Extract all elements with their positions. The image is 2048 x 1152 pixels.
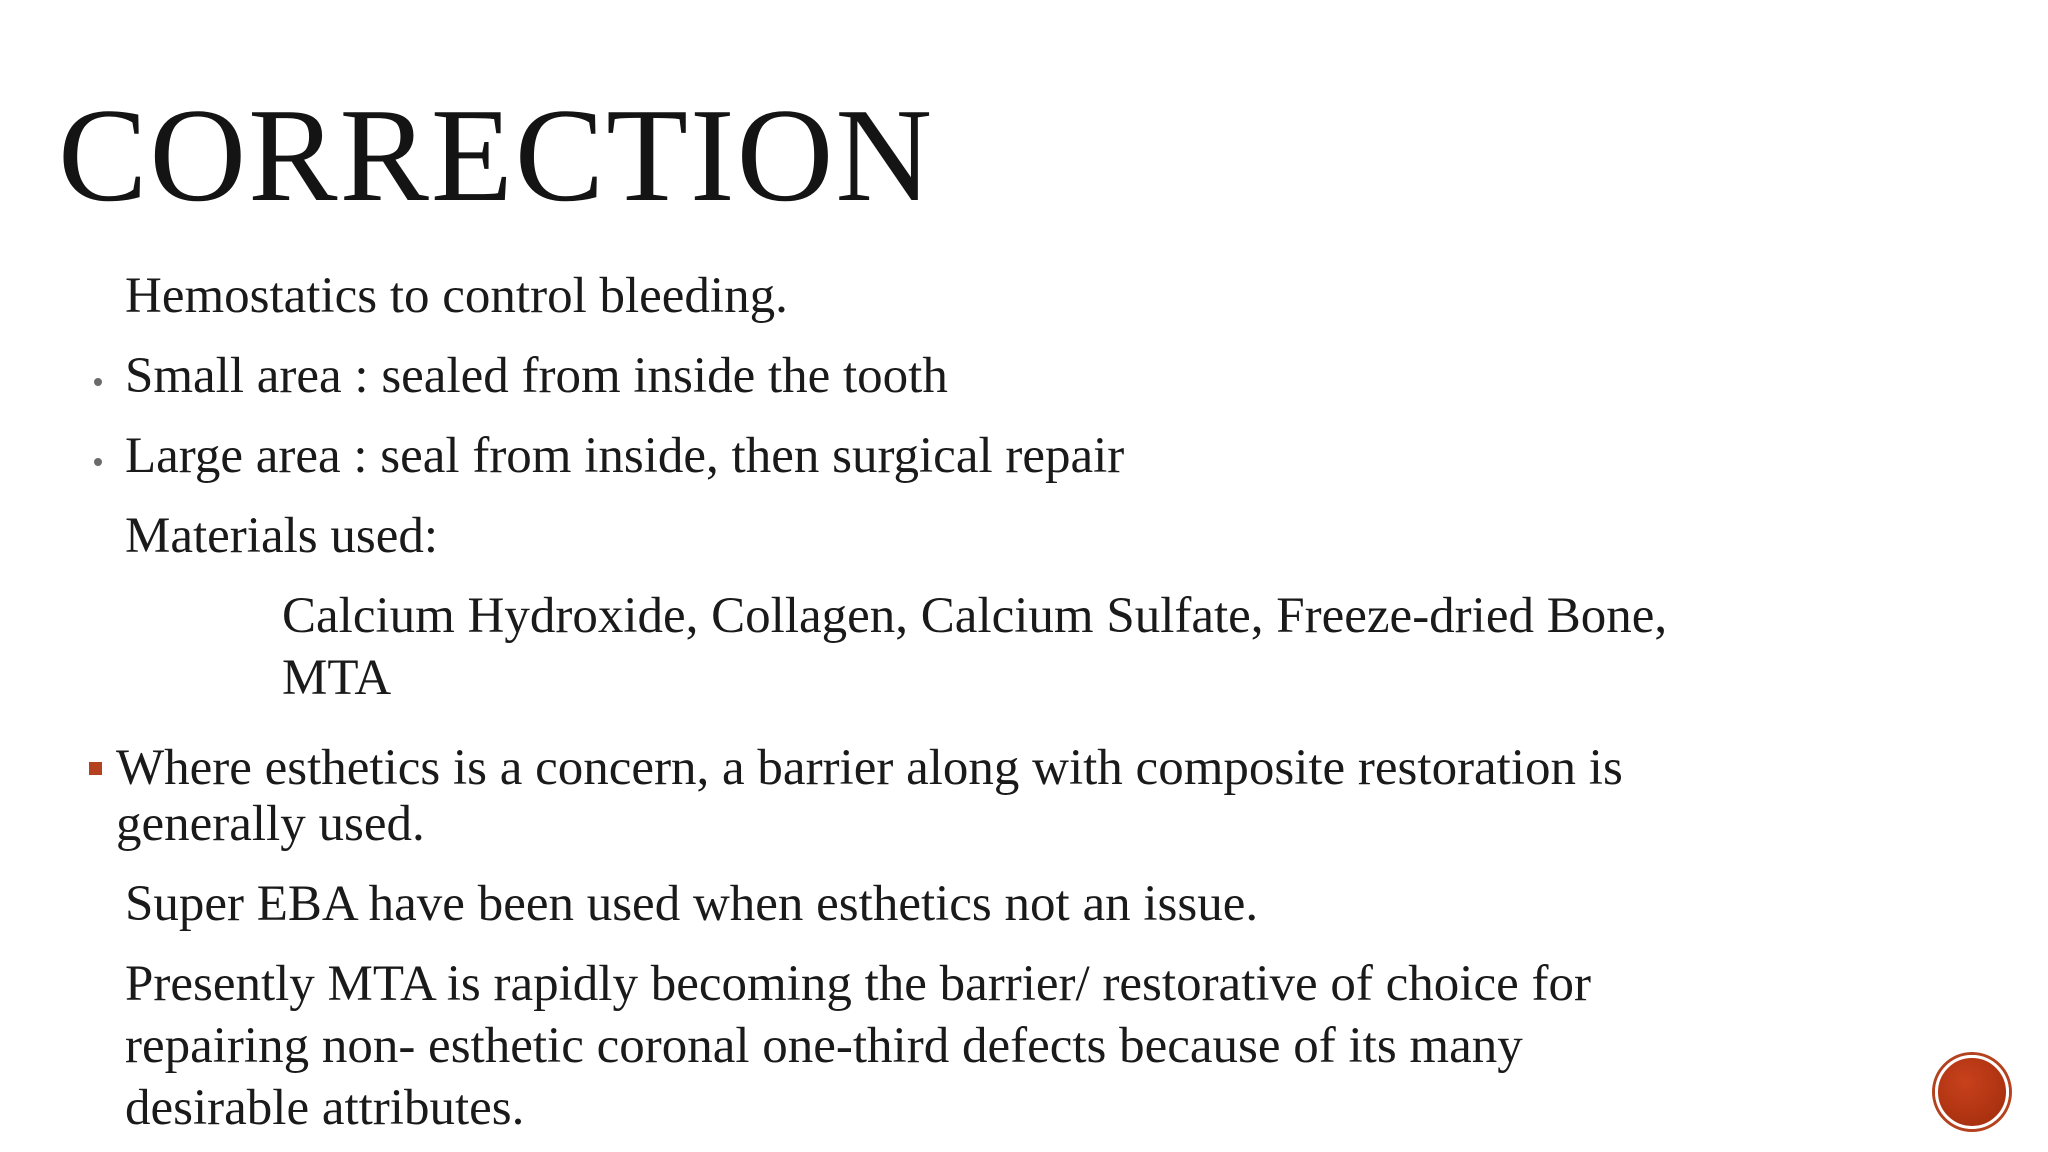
- line-materials-heading: Materials used:: [125, 508, 438, 564]
- line-small-area: Small area : sealed from inside the tooth: [125, 348, 948, 404]
- line-materials-list-2: MTA: [282, 650, 392, 706]
- bullet-dot-icon: [94, 378, 102, 386]
- line-materials-list-1: Calcium Hydroxide, Collagen, Calcium Sulfate, Freeze-dried Bone,: [282, 588, 1668, 644]
- line-large-area: Large area : seal from inside, then surgical repair: [125, 428, 1125, 484]
- line-presently-1: Presently MTA is rapidly becoming the barrier/ restorative of choice for: [125, 956, 1591, 1012]
- line-presently-3: desirable attributes.: [125, 1080, 525, 1136]
- line-esthetics-2: generally used.: [116, 796, 425, 852]
- line-hemostatics: Hemostatics to control bleeding.: [125, 268, 788, 324]
- slide-title: CORRECTION: [58, 81, 935, 229]
- next-slide-button-icon[interactable]: [1935, 1055, 2009, 1129]
- bullet-dot-icon: [94, 458, 102, 466]
- bullet-square-icon: [89, 762, 102, 775]
- line-esthetics-1: Where esthetics is a concern, a barrier along with composite restoration is: [116, 740, 1623, 796]
- line-presently-2: repairing non- esthetic coronal one-third defects because of its many: [125, 1018, 1523, 1074]
- line-super-eba: Super EBA have been used when esthetics not an issue.: [125, 876, 1259, 932]
